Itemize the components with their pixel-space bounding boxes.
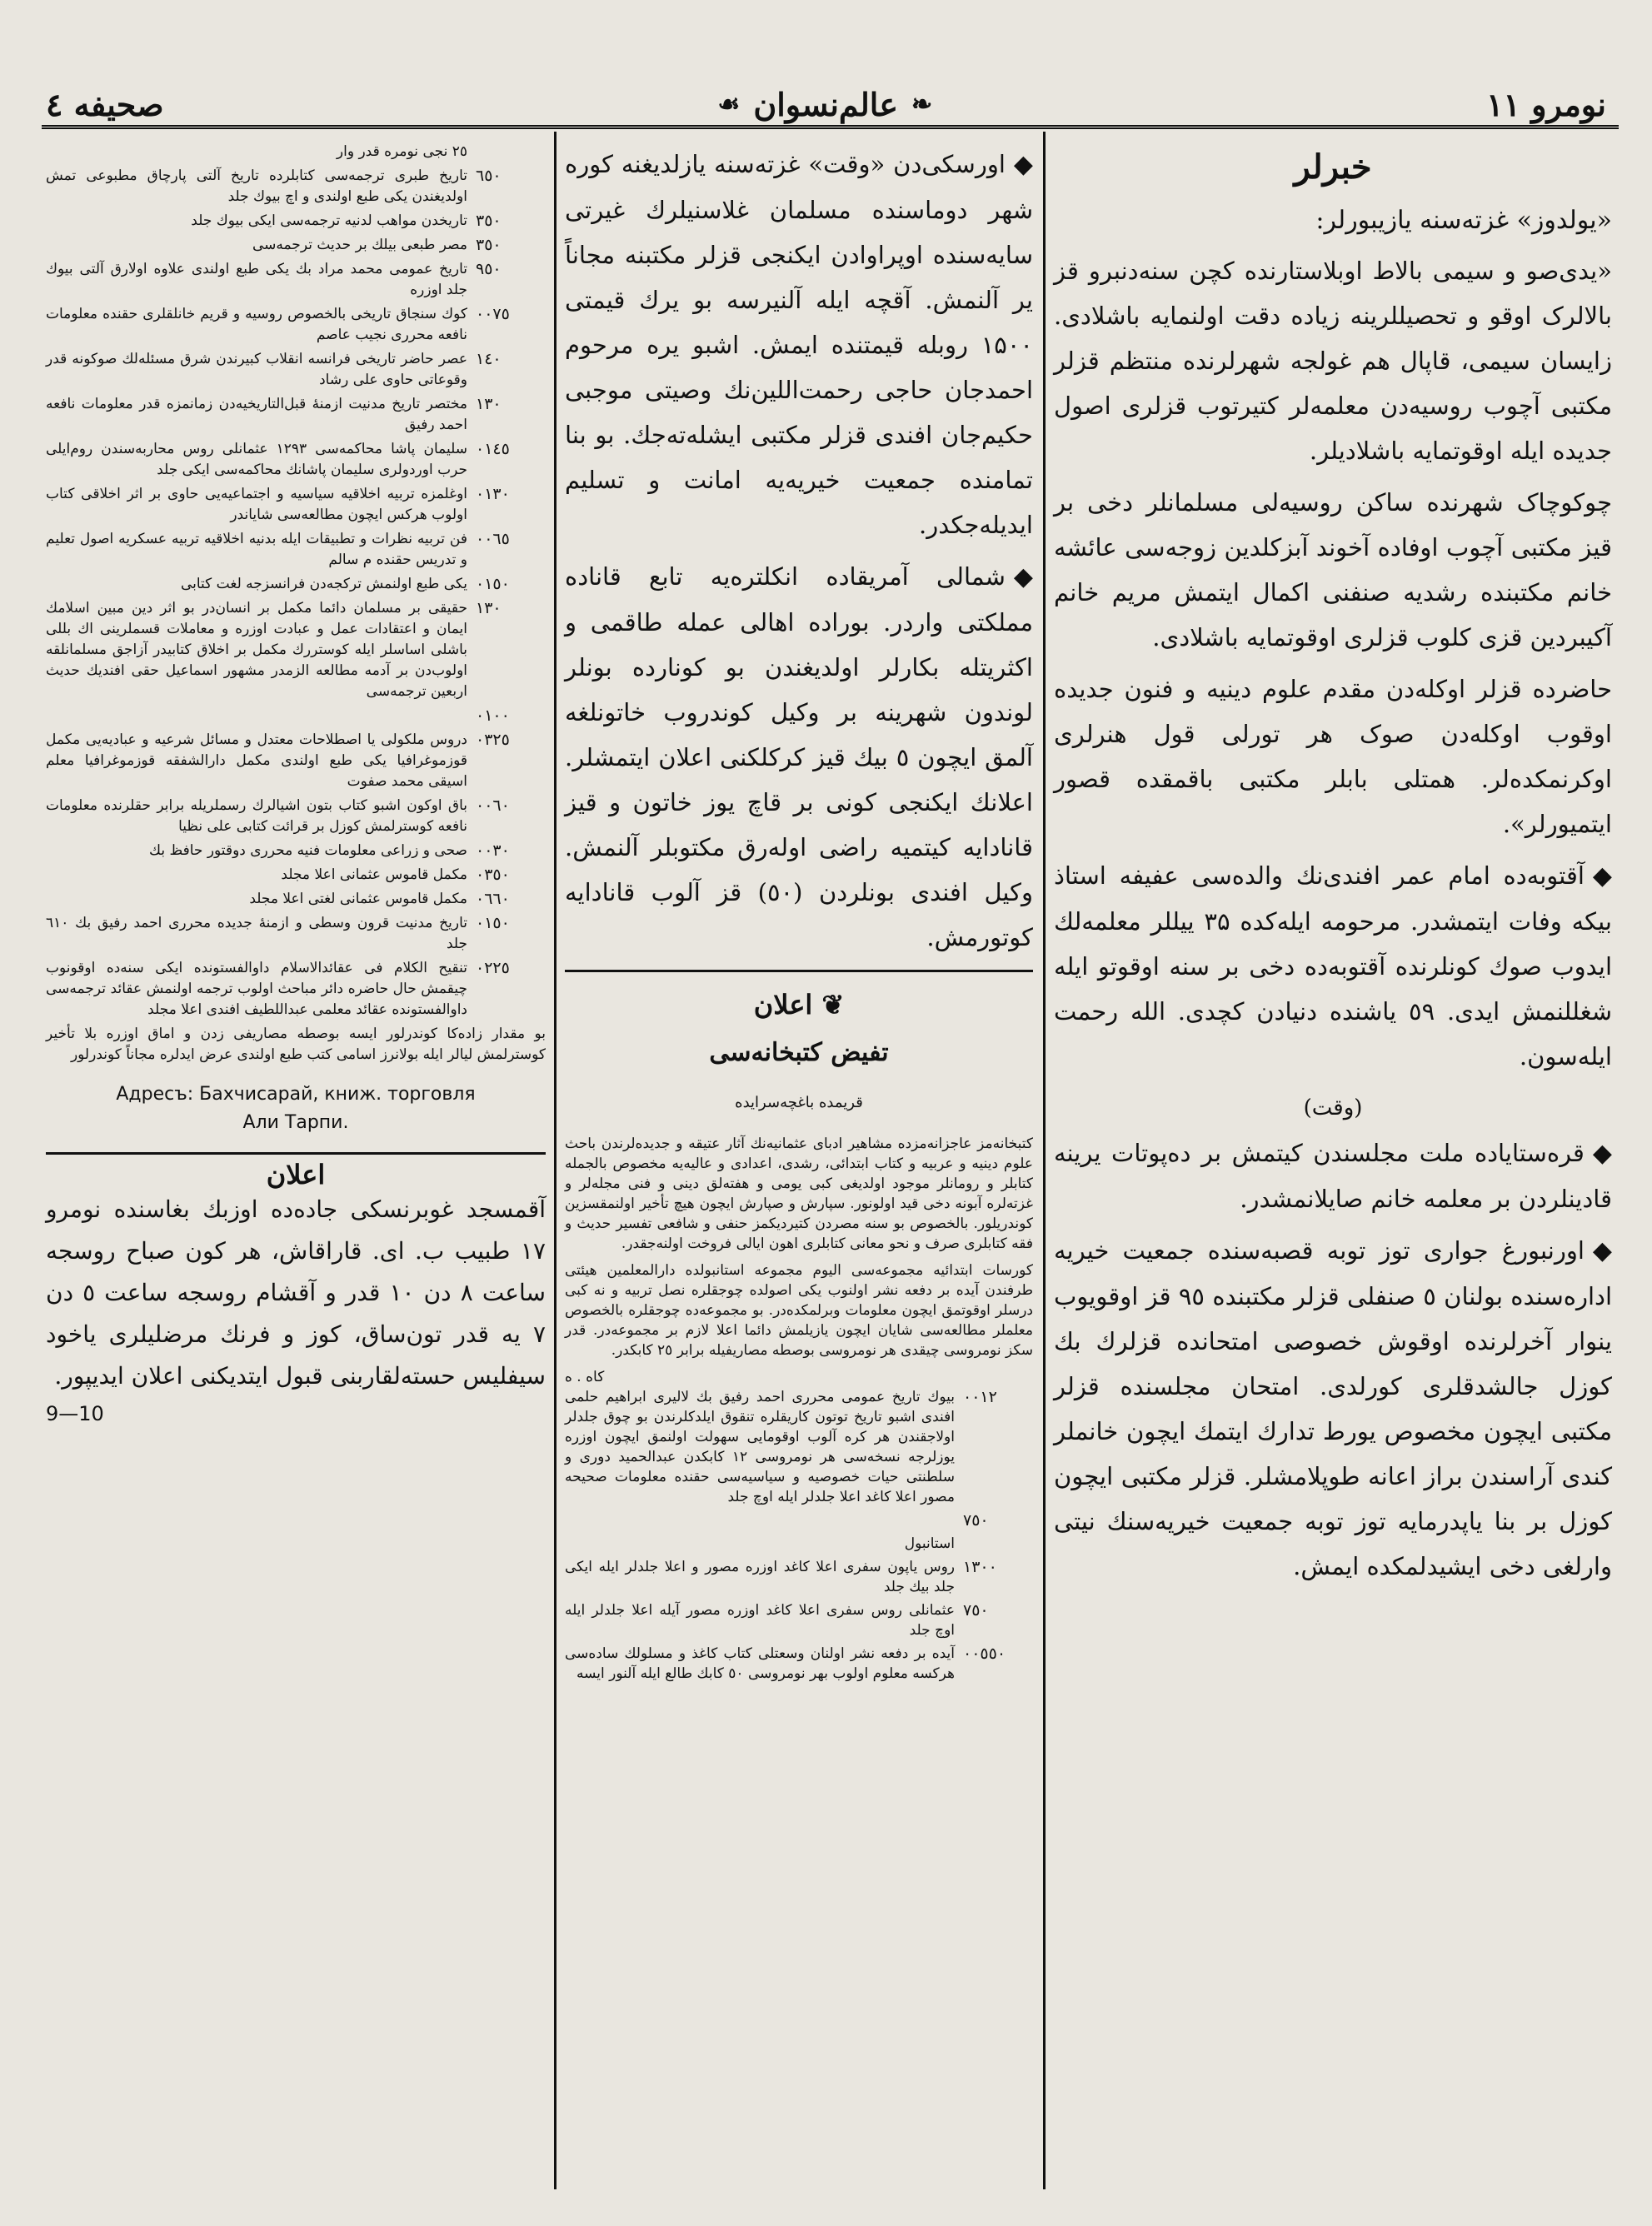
price-entry	[46, 889, 546, 910]
ad-body: کورسات ابتدائیه مجموعه‌سی الیوم مجموعه استانبولده دارالمعلمین هیئتی طرفندن آیده بر دفعه نشر اولنوب یکی اصولده چوجقلره نصل تربیه و نه کبی درسلر اوقوتمق ایچون معلومات وبرلمکده‌در. بو مجموعه‌ده چوجقلره بالخصوص معلملر مطالعه‌سی شایان ایچون یازیلمش دائما اعلا لازم بر مجموعه‌در. قدر سکز نومروسی چیقدی هر نومروسی بوصطه مصاریفیله برابر ۲٥ کابکدر.	[565, 1262, 1033, 1359]
book-description	[46, 706, 467, 726]
price-entry	[46, 166, 546, 207]
price-value: ٦٥٠	[476, 167, 502, 185]
news-item-text: شمالی آمریقاده انکلتره‌یه تابع قاناده مملکتی واردر. بوراده اهالی عمله طاقمی و اکثریتله بکارلر اولدیغندن بو کونارده بونلر لوندون شهرینه بر وکیل کوندروب خاتونلغه آلمق ایچون ٥ بیك قیز کرکلکنی اعلان ایتمشلر. اعلانك ایکنجی کونی بر قاچ یوز خاتون و قیز قانادایه کیتمیه راضی اوله‌رق مکتوبلر آلنمش. وکیل افندی بونلردن (٥٠) قز آلوب قانادایه کوتورمش.	[565, 562, 1033, 951]
news-paragraph: چوکوچاک شهرنده ساکن روسیه‌لی مسلمانلر دخی بر قیز مکتبی آچوب اوفاده آخوند آبزکلدین زوجه‌سی عائشه خانم مکتبنده رشدیه صنفنی اکمال ایتمش مریم خانم آکیبردین قزی کلوب قزلری اوقوتمایه باشلادی.	[1054, 488, 1612, 651]
price-entry	[46, 439, 546, 481]
news-heading: خبرلر	[1294, 147, 1372, 187]
price-entry	[46, 913, 546, 955]
book-description: باق اوکون اشبو کتاب بتون اشیالرك رسملریله برابر حقلرنده معلومات نافعه کوسترلمش کوزل بر قرائت کتابی علی نظیا	[46, 797, 467, 835]
price-entry	[46, 349, 546, 391]
price-value: ٠٠٧٥	[476, 305, 510, 323]
newspaper-title: عالم‌نسوان	[753, 85, 899, 123]
shipping-note: بو مقدار زاده‌کا کوندرلور ایسه بوصطه مصاریفی زدن و اماق اوزره بلا تأخیر کوسترلمش لیالر ایله بولانرز اسامی کتب طبع اولندی عرض ایدلره مجاناً کوندرلور	[46, 1026, 546, 1063]
price-value: ٠١٤٥	[476, 440, 510, 458]
ad-heading-text: اعلان	[753, 989, 813, 1021]
ornament-icon: ❦	[812, 989, 845, 1021]
diamond-bullet-icon: ◆	[1592, 1236, 1612, 1265]
book-description: تنقیح الکلام فی عقائدالاسلام داوالفستونده ایکی سنه‌ده اوقونوب چیقمش حال حاضره دائر مباحث اولوب ترجمه اولنمش عقائد ترجمه‌سی داوالفستونده عقائد معلمی عبداللطیف افندی اعلا مجلد	[46, 960, 467, 1018]
news-paragraph: حاضرده قزلر اوکله‌دن مقدم علوم دینیه و فنون جدیده اوقوب اوکله‌دن صوک هر تورلی قول هنرلری اوکرنمکده‌لر. همتلی بابلر مکتبی باقمقده قصور ایتمیورلر».	[1054, 675, 1612, 838]
price-entry	[46, 394, 546, 436]
price-entry	[46, 598, 546, 702]
price-entry	[46, 259, 546, 301]
price-value: ٣٥٠	[476, 236, 502, 254]
book-description: عصر حاضر تاریخی فرانسه انقلاب کبیرندن شرق مسئله‌لك صوکونه قدر وقوعاتی حاوی علی رشاد	[46, 351, 467, 388]
section-rule	[46, 1152, 546, 1155]
price-value: ٠٠١٢	[963, 1388, 997, 1406]
book-description: تاریخ مدنیت قرون وسطی و ازمنهٔ جدیده محرری احمد رفیق بك ٦١٠ جلد	[46, 915, 467, 952]
price-value: ٠٠٥٥٠	[963, 1645, 1006, 1663]
book-description: عثمانلی روس سفری اعلا کاغد اوزره مصور آیله اعلا جلدلر ایله اوچ جلد	[565, 1602, 955, 1639]
book-description: استانبول	[904, 1535, 955, 1552]
bookstore-name: تفیض کتبخانه‌سی	[709, 1038, 889, 1067]
news-item	[1054, 853, 1612, 1079]
price-value: ١٤٠	[476, 350, 502, 368]
issue-number: نومرو ۱۱	[1486, 85, 1606, 123]
ornament-icon: ☙	[717, 89, 741, 119]
price-entry	[565, 1534, 1033, 1554]
price-value: ٠٠٦٥	[476, 530, 510, 548]
price-entry	[46, 235, 546, 256]
price-entry	[565, 1510, 1033, 1530]
news-item	[565, 142, 1033, 547]
address-block	[46, 1081, 546, 1137]
price-value: ١٣٠	[476, 395, 502, 413]
price-entry	[565, 1557, 1033, 1597]
address-line: Адресъ: Бахчисарай, книж. торговля	[116, 1084, 476, 1105]
price-value: ٠٢٢٥	[476, 959, 510, 977]
price-value: ٠٣٢٥	[476, 731, 510, 749]
news-item-text: آقتوبه‌ده امام عمر افندی‌نك والده‌سی عفیفه استاذ بیکه وفات ایتمشدر. مرحومه ایله‌کده ۳۵ ییللر معلمه‌لك ایدوب صوك کونلرنده آقتوبه‌ده دخی بر سنه اوقوتو ایله شغللنمش ایدی. ٥٩ یاشنده دنیادن کچدی. الله رحمت ایله‌سون.	[1054, 861, 1612, 1071]
address-line: Али Тарпи.	[242, 1112, 349, 1133]
news-item	[1054, 1228, 1612, 1589]
column-middle	[556, 142, 1041, 2208]
book-description: دروس ملکولی یا اصطلاحات معتدل و مسائل شرعیه و عبادیه‌یی مکمل قوزموغرافیا یکی طبع اولندی مکمل دارالشفقه قوزموغرافیا معلم اسیقی محمد صفوت	[46, 731, 467, 790]
price-value: ٧٥٠	[963, 1511, 989, 1530]
book-description: مکمل قاموس عثمانی لغتی اعلا مجلد	[249, 891, 467, 907]
news-paragraph: «یدی‌صو و سیمی بالاط اوبلاستارنده کچن سنه‌دنبرو قز بالالرک اوقو و تحصیللرینه زیاده دقت اولنمایه باشلادی. زایسان سیمی، قاپال هم غولجه شهرلرنده منتظم قزلر مکتبی آچوب روسیه‌دن معلمه‌لر کتیرتوب قزلری اصول جدیده ایله اوقوتمایه باشلادیلر.	[1054, 257, 1612, 465]
price-entry	[46, 958, 546, 1021]
book-description: صحی و زراعی معلومات فنیه محرری دوقتور حافظ بك	[149, 842, 467, 859]
book-description: ۲٥ نجی نومره قدر وار	[336, 143, 467, 160]
diamond-bullet-icon: ◆	[1013, 150, 1033, 179]
price-entry	[46, 706, 546, 726]
price-value: ٠١٥٠	[476, 575, 510, 593]
book-description: مختصر تاریخ مدنیت ازمنهٔ قبل‌التاریخیه‌دن زمانمزه قدر معلومات نافعه احمد رفیق	[46, 396, 467, 433]
price-header: کاه . ه	[565, 1369, 605, 1385]
price-entry	[46, 529, 546, 571]
book-description: اوغلمزه تربیه اخلاقیه سیاسیه و اجتماعیه‌یی حاوی بر اثر اخلاقی کتاب اولوب هرکس ایچون مطالعه‌سی شایاندر	[46, 486, 467, 523]
price-entry	[46, 865, 546, 886]
book-description: سلیمان پاشا محاکمه‌سی ۱۲۹۳ عثمانلی روس محاربه‌سندن روم‌ایلی حرب اوردولری سلیمان پاشانك محاکمه‌سی ایکی جلد	[46, 441, 468, 478]
price-entry	[565, 1600, 1033, 1640]
price-value: ٠٠٦٠	[476, 796, 510, 815]
ad-heading: اعلان	[266, 1159, 326, 1190]
column-right	[1046, 142, 1620, 2208]
price-value: ٠١٥٠	[476, 914, 510, 932]
price-value: ٠١٠٠	[476, 706, 510, 725]
price-entry	[46, 484, 546, 526]
price-value: ٠٣٥٠	[476, 866, 510, 884]
ad-issue-number: 9—10	[46, 1402, 104, 1425]
book-description: روس یاپون سفری اعلا کاغد اوزره مصور و اعلا جلدلر ایله ایکی جلد بیك جلد	[565, 1559, 955, 1595]
book-description	[565, 1510, 955, 1530]
book-description: بیوك تاریخ عمومی محرری احمد رفیق بك لالیری ابراهیم حلمی افندی اشبو تاریخ توتون کاریقلره تنقوق ایلدکلرندن بو چوق جلدلر اولاجقندن هر کره آلوب اوقومایی سهولت اولنمق ایچون اوزره یوزلرجه نسخه‌سی هر نومروسی ۱۲ کابکدن عبدالحمید دوری و سلطنتی حیات خصوصیه و سیاسیه‌سی حقنده معلومات صحیحه مصور اعلا کاغد اعلا جلدلر ایله اوچ جلد	[565, 1389, 955, 1505]
news-source: (وقت)	[1303, 1096, 1363, 1120]
header-rule	[42, 125, 1619, 129]
news-item-text: اورنبورغ جواری توز توبه قصبه‌سنده جمعیت خیریه اداره‌سنده بولنان ٥ صنفلی قزلر مکتبنده ٩٥ قز اوقویوب ینوار آخرلرنده اوقوش خصوصی امتحانده قزلرك بك کوزل جالشدقلری کورلدی. امتحان مجلسنده قزلر مکتبی ایچون مخصوص یورط تدارك ایتمك ایچون خانملر کندی آراسندن براز اعانه طوپلامشلر. قزلر مکتبی ایچون کوزل بر بنا یاپدرمایه توز توبه جمعیت خیریه‌سنك نیتی وارلغی دخی ایشیدلمکده ایمش.	[1054, 1236, 1612, 1580]
book-description: مکمل قاموس عثمانی اعلا مجلد	[281, 866, 467, 883]
news-subheading: «یولدوز» غزته‌سنه یازیبورلر:	[1315, 206, 1612, 235]
news-item-text: قره‌ستاياده ملت مجلسندن کیتمش بر ده‌پوتات یرینه قادینلردن بر معلمه خانم صايلانمشدر.	[1054, 1139, 1612, 1213]
diamond-bullet-icon: ◆	[1592, 861, 1612, 891]
book-description: کوك سنجاق تاریخی بالخصوص روسیه و قریم خانلقلری حقنده معلومات نافعه محرری نجیب عاصم	[46, 306, 467, 343]
book-description: تاریخ عمومی محمد مراد بك یکی طبع اولندی علاوه اولارق آلتی بیوك جلد اوزره	[46, 261, 467, 298]
page-number: صحیفه ٤	[46, 85, 164, 123]
price-value: ٩٥٠	[476, 260, 502, 278]
news-item-text: اورسکی‌دن «وقت» غزته‌سنه یازلدیغنه کوره شهر دوماسنده مسلمان غلاسنیلرك غیرتی سایه‌سنده اوپراوادن ایکنجی قزلر مکتبنه مجاناً یر آلنمش. آقچه ایله آلنیرسه بو یرك قیمتی ۱۵۰۰ روبله قیمتنده ایمش. اشبو یره مرحوم احمدجان حاجی رحمت‌اللین‌نك وصیتی موجبی حکیم‌جان افندی قزلر مکتبی ایشله‌تەجك. بو بنا تمامنده جمعیت خیریه‌یه امانت و تسلیم ایدیله‌جکدر.	[565, 150, 1033, 539]
section-rule	[565, 970, 1033, 972]
bookstore-location: قریمده باغچه‌سرایده	[735, 1094, 863, 1111]
book-description: تاریخدن مواهب لدنیه ترجمه‌سی ایکی بیوك جلد	[191, 212, 467, 229]
price-entry	[46, 304, 546, 346]
book-description: مصر طبعی بیلك بر حدیث ترجمه‌سی	[252, 237, 467, 253]
book-description: حقیقی بر مسلمان دائما مکمل بر انسان‌در بو اثر دین مبین اسلامك ایمان و اعتقادات عمل و عبادت اوزره و معاملات قسملرینی اك بللی باشلی اساسلر ایله کوستررك مکمل بر اخلاق کتابیدر آزاجق مسلمانلقه اولوب‌دن بر آدمه مطالعه الزمدر مشهور اسماعیل حقی افندیك حدیث اربعین ترجمه‌سی	[46, 600, 467, 700]
news-item	[1054, 1130, 1612, 1221]
price-value: ٠٦٦٠	[476, 890, 510, 908]
price-value: ٧٥٠	[963, 1601, 989, 1620]
book-description: فن تربیه نظرات و تطبیقات ایله بدنیه اخلاقیه تربیه عسکریه اصول تعلیم و تدریس حقنده م سالم	[46, 531, 467, 568]
diamond-bullet-icon: ◆	[1592, 1139, 1612, 1168]
diamond-bullet-icon: ◆	[1013, 562, 1033, 591]
price-list	[565, 1387, 1033, 1684]
price-value: ٠١٣٠	[476, 485, 510, 503]
price-value: ١٣٠	[476, 599, 502, 617]
book-description: تاریخ طبری ترجمه‌سی کتابلرده تاریخ آلتی پارچاق مطبوعی تمش اولدیغندن یکی طبع اولندی و اچ بیوك جلد	[46, 167, 467, 205]
ad-body: کتبخانه‌مز عاجزانه‌مزده مشاهیر ادبای عثمانیه‌نك آثار عتیقه و جدیده‌لرندن باحث علوم دینیه و عربیه و کتاب ابتدائی، رشدی، اعدادی و عالیه‌یه مخصوص بالجمله کتابلر و رومانلر موجود اولدیغی کبی یومی و هفته‌لق دینی و فنی مجله‌لر و غزته‌لره آبونه دخی قید اولونور. سپارش و صپارش ایچون هیچ تأخیر اولنمقسزین کوندریلور. بالخصوص بو سنه مصردن کتیردیکمز حنفی و شافعی تفسیر حدیث و فقه کتابلری صرف و نحو معانی کتابلری اهون ایالی فروخت اولنه‌جقدر.	[565, 1135, 1033, 1252]
price-entry	[46, 841, 546, 861]
book-description: آیده بر دفعه نشر اولنان وسعتلی کتاب کاغذ و مسلولك ساده‌سی هرکسه معلوم اولوب بهر نومروسی ٥٠ کابك طالع ایله آلنور ایسه	[565, 1645, 955, 1682]
price-entry	[46, 730, 546, 792]
doctor-ad-text: آقمسجد غوبرنسکی جاده‌ده اوزبك بغاسنده نومرو ۱۷ طبیب ب. ای. قاراقاش، هر کون صباح روسجه ساعت ۸ دن ۱۰ قدر و آقشام روسجه ساعت ٥ دن ۷ یه قدر تون‌ساق، کوز و فرنك مرضلیلری یاخود سیفلیس حسته‌لقاربنی قبول ایتدیکنی اعلان ایدیپور.	[46, 1195, 547, 1390]
price-entry	[565, 1387, 1033, 1507]
price-entry	[565, 1644, 1033, 1684]
price-entry	[46, 574, 546, 595]
price-value: ٣٥٠	[476, 212, 502, 230]
price-entry	[46, 796, 546, 837]
price-list	[46, 142, 546, 1021]
price-entry	[46, 211, 546, 232]
price-value	[963, 1534, 1033, 1554]
book-description: یکی طبع اولنمش ترکجه‌دن فرانسزجه لغت کتابی	[180, 576, 467, 592]
column-left	[37, 142, 554, 2208]
ornament-icon: ❧	[911, 89, 933, 119]
price-value: ٠٠٣٠	[476, 841, 510, 860]
news-item	[565, 554, 1033, 960]
ad-heading	[565, 982, 1033, 1027]
price-value: ۱۳۰٠	[963, 1558, 997, 1576]
newspaper-title-block	[717, 86, 932, 123]
price-entry	[46, 142, 546, 162]
price-value	[476, 142, 546, 162]
